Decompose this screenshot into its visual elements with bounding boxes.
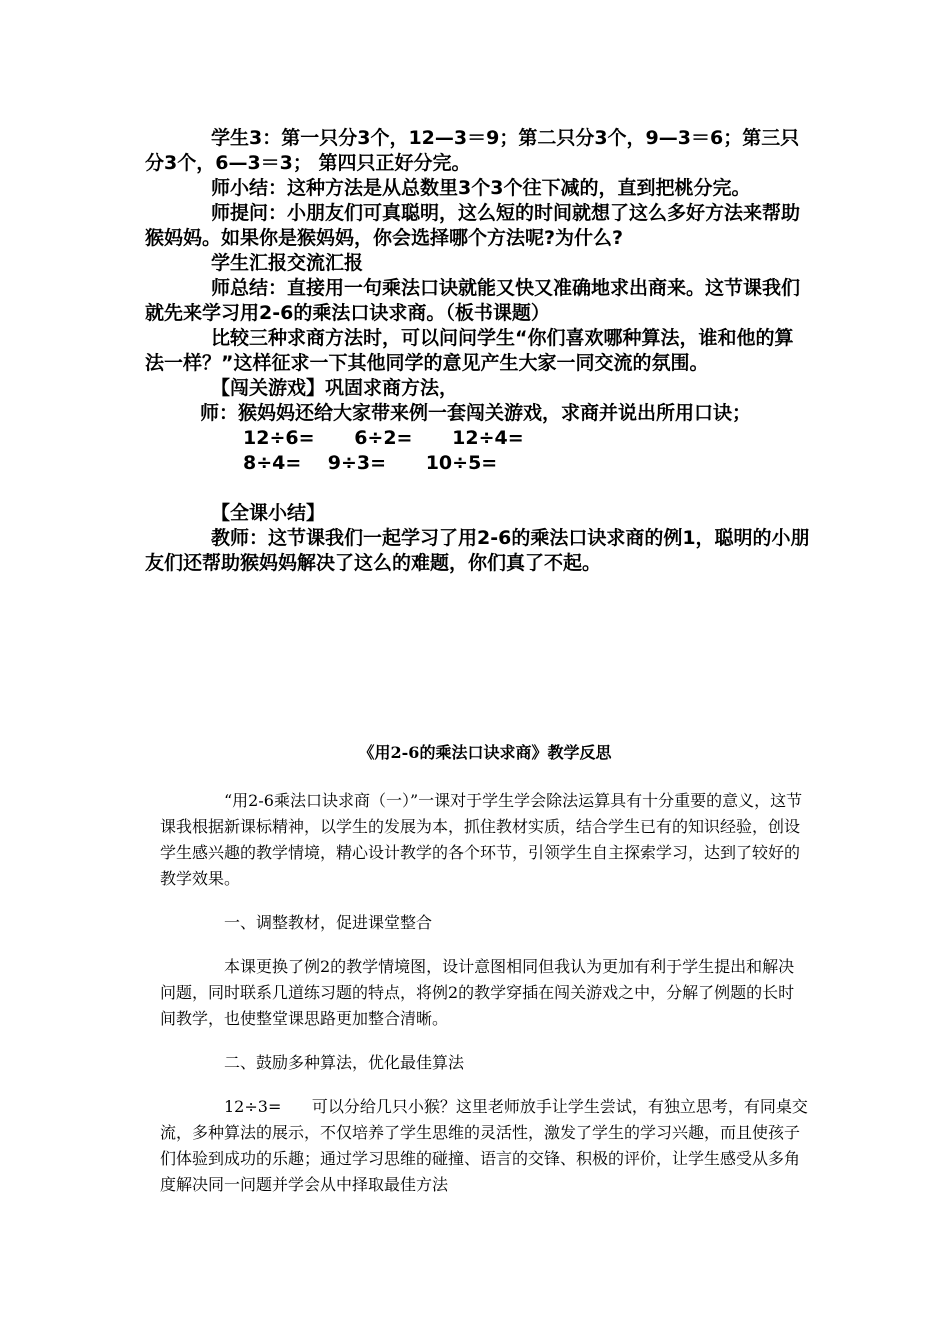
section-2-heading: 二、鼓励多种算法，优化最佳算法 bbox=[224, 1053, 465, 1072]
section-1-heading: 一、调整教材，促进课堂整合 bbox=[224, 913, 433, 932]
math-exercise-row-2: 8÷4= 9÷3= 10÷5= bbox=[243, 452, 498, 474]
summary-paragraph: 教师：这节课我们一起学习了用2-6的乘法口诀求商的例1，聪明的小朋友们还帮助猴妈妈解决了这么的难题，你们真了不起。 bbox=[145, 527, 810, 574]
compare-methods-paragraph: 比较三种求商方法时，可以问问学生“你们喜欢哪种算法，谁和他的算法一样？”这样征求一下其他同学的意见产生大家一同交流的氛围。 bbox=[145, 327, 794, 374]
teacher-conclusion-paragraph: 师总结：直接用一句乘法口诀就能又快又准确地求出商来。这节课我们就先来学习用2-6的乘法口诀求商。（板书课题） bbox=[145, 277, 801, 324]
spacer bbox=[145, 476, 810, 501]
teacher-summary-paragraph: 师小结：这种方法是从总数里3个3个往下减的，直到把桃分完。 bbox=[211, 177, 751, 199]
game-intro-line: 师：猴妈妈还给大家带来例一套闯关游戏，求商并说出所用口诀； bbox=[200, 402, 752, 424]
section-1-paragraph: 本课更换了例2的教学情境图，设计意图相同但我认为更加有利于学生提出和解决问题，同时联系几道练习题的特点，将例2的教学穿插在闯关游戏之中，分解了例题的长时间教学，也使整堂课思路更加整合清晰。 bbox=[160, 957, 795, 1028]
game-heading: 【闯关游戏】巩固求商方法， bbox=[211, 377, 459, 399]
reflection-section bbox=[160, 740, 810, 1198]
student-3-paragraph: 学生3：第一只分3个，12—3＝9；第二只分3个，9—3＝6；第三只分3个，6—3＝3； 第四只正好分完。 bbox=[145, 127, 800, 174]
summary-heading: 【全课小结】 bbox=[211, 502, 326, 524]
lesson-section bbox=[145, 126, 810, 576]
section-2-paragraph: 12÷3= 可以分给几只小猴？这里老师放手让学生尝试，有独立思考，有同桌交流，多种算法的展示，不仅培养了学生思维的灵活性，激发了学生的学习兴趣，而且使孩子们体验到成功的乐趣；通过学习思维的碰撞、语言的交锋、积极的评价，让学生感受从多角度解决同一问题并学会从中择取最佳方法 bbox=[160, 1097, 808, 1194]
math-exercise-row-1: 12÷6= 6÷2= 12÷4= bbox=[243, 427, 524, 449]
reflection-intro-paragraph: “用2-6乘法口诀求商（一）”一课对于学生学会除法运算具有十分重要的意义，这节课我根据新课标精神，以学生的发展为本，抓住教材实质，结合学生已有的知识经验，创设学生感兴趣的教学情境，精心设计教学的各个环节，引领学生自主探索学习，达到了较好的教学效果。 bbox=[160, 791, 803, 888]
student-report-line: 学生汇报交流汇报 bbox=[211, 252, 364, 274]
reflection-title: 《用2-6的乘法口诀求商》教学反思 bbox=[358, 743, 612, 762]
teacher-question-paragraph: 师提问：小朋友们可真聪明，这么短的时间就想了这么多好方法来帮助猴妈妈。如果你是猴妈妈，你会选择哪个方法呢?为什么? bbox=[145, 202, 801, 249]
